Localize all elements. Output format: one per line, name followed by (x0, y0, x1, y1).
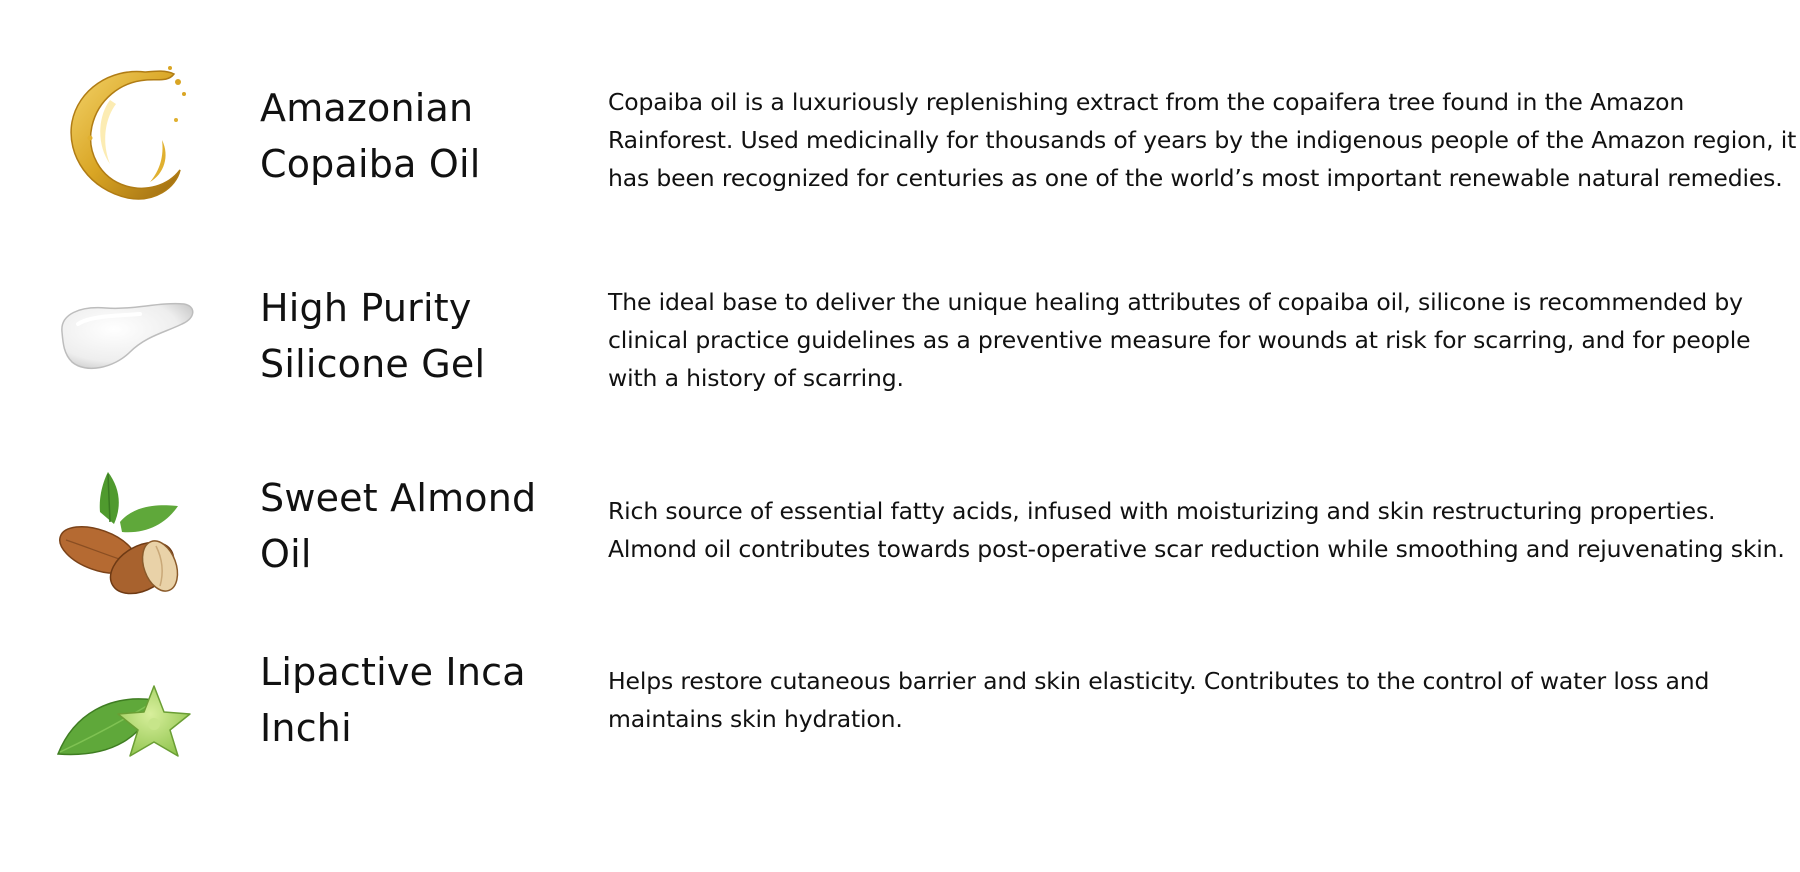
ingredient-description: Rich source of essential fatty acids, infused with moisturizing and skin restructuring properties. Almond oil contributes towards post-operative scar reduction while smoothing and rejuvenating skin. (608, 497, 1785, 563)
almond-icon (50, 462, 200, 612)
ingredient-row-copaiba (0, 60, 1800, 210)
ingredient-name: Lipactive Inca Inchi (260, 650, 526, 750)
ingredient-name: Sweet Almond Oil (260, 476, 537, 576)
ingredient-row-almond (0, 462, 1800, 612)
ingredient-description: Copaiba oil is a luxuriously replenishing extract from the copaifera tree found in the Amazon Rainforest. Used medicinally for thousands of years by the indigenous people of the Amazon region, it has been recognized for centuries as one of the world’s most important renewable natural remedies. (608, 88, 1797, 192)
inca-inchi-icon (50, 638, 200, 788)
ingredient-name: High Purity Silicone Gel (260, 286, 486, 386)
ingredient-description: Helps restore cutaneous barrier and skin elasticity. Contributes to the control of water loss and maintains skin hydration. (608, 667, 1710, 733)
ingredient-name: Amazonian Copaiba Oil (260, 86, 481, 186)
ingredient-row-inca-inchi (0, 638, 1800, 788)
silicone-gel-icon (50, 262, 200, 412)
oil-splash-icon (50, 60, 200, 210)
ingredient-row-silicone (0, 262, 1800, 412)
ingredient-description: The ideal base to deliver the unique healing attributes of copaiba oil, silicone is recommended by clinical practice guidelines as a preventive measure for wounds at risk for scarring, and for people with a history of scarring. (608, 288, 1751, 392)
